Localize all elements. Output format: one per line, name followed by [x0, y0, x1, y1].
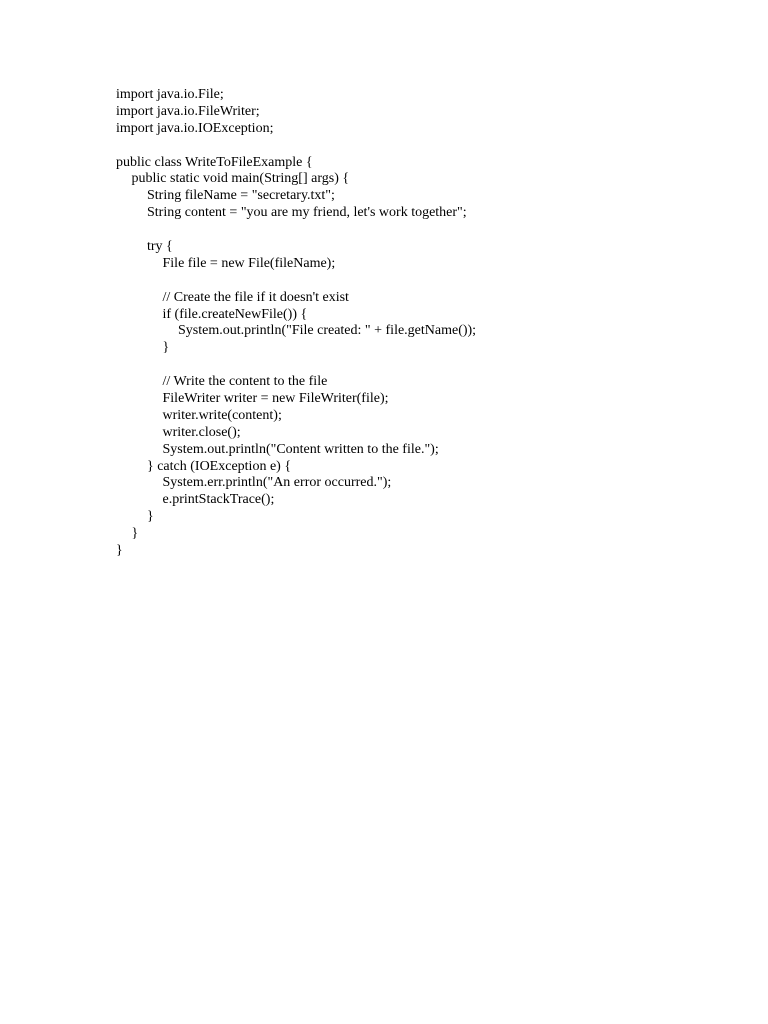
- code-line: [116, 138, 716, 155]
- code-line: } catch (IOException e) {: [147, 458, 292, 474]
- code-line: try {: [147, 239, 173, 255]
- code-line: // Create the file if it doesn't exist: [162, 289, 349, 305]
- code-line: // Write the content to the file: [162, 374, 328, 390]
- code-line: String content = "you are my friend, let's work together";: [147, 205, 467, 221]
- code-line: writer.write(content);: [162, 407, 282, 423]
- code-listing: [116, 87, 716, 560]
- code-line: import java.io.FileWriter;: [116, 103, 260, 119]
- code-line: writer.close();: [162, 424, 241, 440]
- code-line: System.out.println("File created: " + file.getName());: [178, 323, 477, 339]
- code-line: public class WriteToFileExample {: [116, 154, 313, 170]
- code-line: import java.io.File;: [116, 87, 224, 102]
- code-line: }: [116, 543, 123, 559]
- code-line: }: [131, 526, 139, 542]
- code-line: String fileName = "secretary.txt";: [147, 188, 335, 204]
- code-line: }: [162, 340, 170, 356]
- code-line: [116, 357, 716, 374]
- code-line: [116, 273, 716, 290]
- code-line: System.err.println("An error occurred.");: [162, 475, 392, 491]
- code-line: System.out.println("Content written to the file.");: [162, 441, 439, 457]
- code-line: File file = new File(fileName);: [162, 255, 336, 271]
- code-line: [116, 222, 716, 239]
- code-line: import java.io.IOException;: [116, 120, 274, 136]
- code-line: e.printStackTrace();: [162, 492, 275, 508]
- code-line: public static void main(String[] args) {: [131, 171, 350, 187]
- code-line: if (file.createNewFile()) {: [162, 306, 308, 322]
- code-line: }: [147, 509, 154, 525]
- code-line: FileWriter writer = new FileWriter(file);: [162, 391, 389, 407]
